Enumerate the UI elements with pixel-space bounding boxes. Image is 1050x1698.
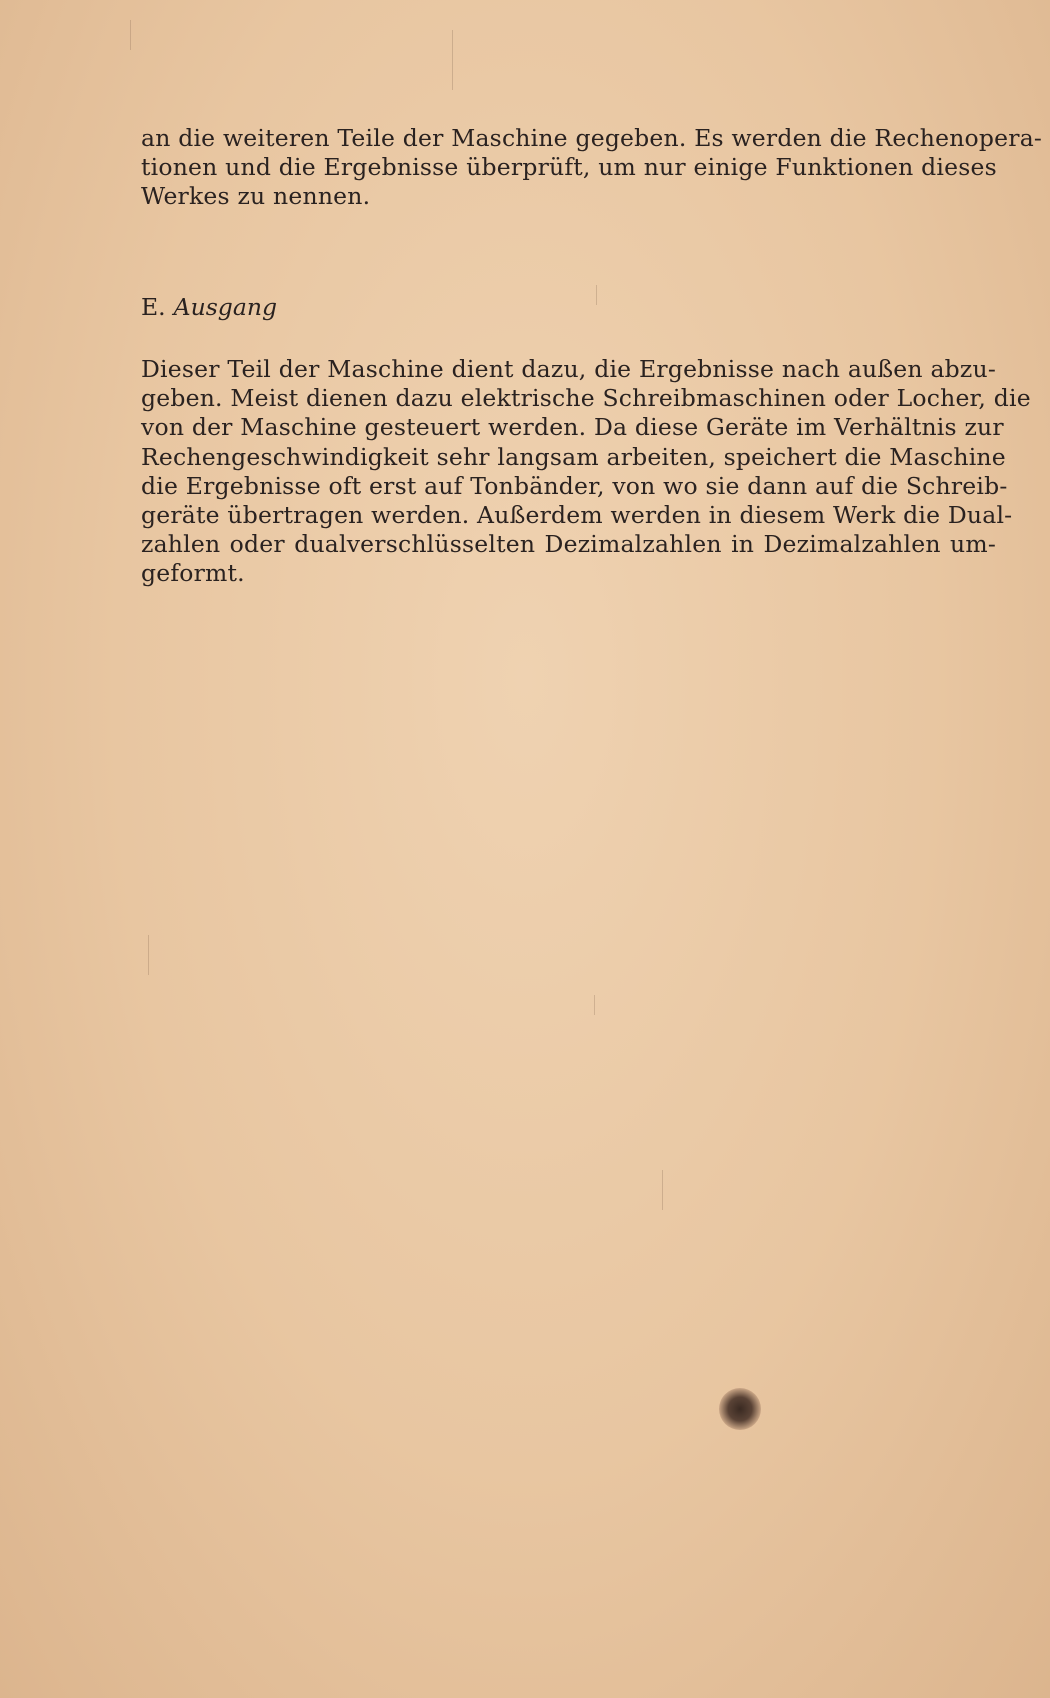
text-line: die Ergebnisse oft erst auf Tonbänder, von wo sie dann auf die Schreib- [141, 471, 1008, 500]
paper-fiber [130, 20, 131, 50]
paper-fiber [596, 285, 597, 305]
section-heading [141, 293, 277, 322]
paper-fiber [594, 995, 595, 1015]
text-line: Dieser Teil der Maschine dient dazu, die Ergebnisse nach außen abzu- [141, 355, 996, 383]
text-line: geben. Meist dienen dazu elektrische Schreibmaschinen oder Locher, die [141, 384, 1031, 413]
paper-fiber [148, 935, 149, 975]
text-line: an die weiteren Teile der Maschine gegeben. Es werden die Rechenopera- [141, 124, 1043, 152]
paper-hole [719, 1388, 761, 1430]
text-line: geräte übertragen werden. Außerdem werden in diesem Werk die Dual- [141, 501, 1013, 530]
text-line: Rechengeschwindigkeit sehr langsam arbeiten, speichert die Maschine [141, 442, 1006, 471]
section-letter: E. [141, 293, 166, 321]
text-line: tionen und die Ergebnisse überprüft, um nur einige Funktionen dieses [141, 153, 997, 182]
paragraph-ausgang [141, 355, 1031, 589]
paper-fiber [452, 30, 453, 90]
text-line: geformt. [141, 559, 245, 588]
text-line: zahlen oder dualverschlüsselten Dezimalzahlen in Dezimalzahlen um- [141, 530, 996, 559]
paragraph-continuation [141, 124, 1043, 212]
text-line: von der Maschine gesteuert werden. Da diese Geräte im Verhältnis zur [141, 413, 1004, 442]
paper-fiber [662, 1170, 663, 1210]
text-line: Werkes zu nennen. [141, 182, 371, 211]
section-title: Ausgang [173, 293, 278, 321]
